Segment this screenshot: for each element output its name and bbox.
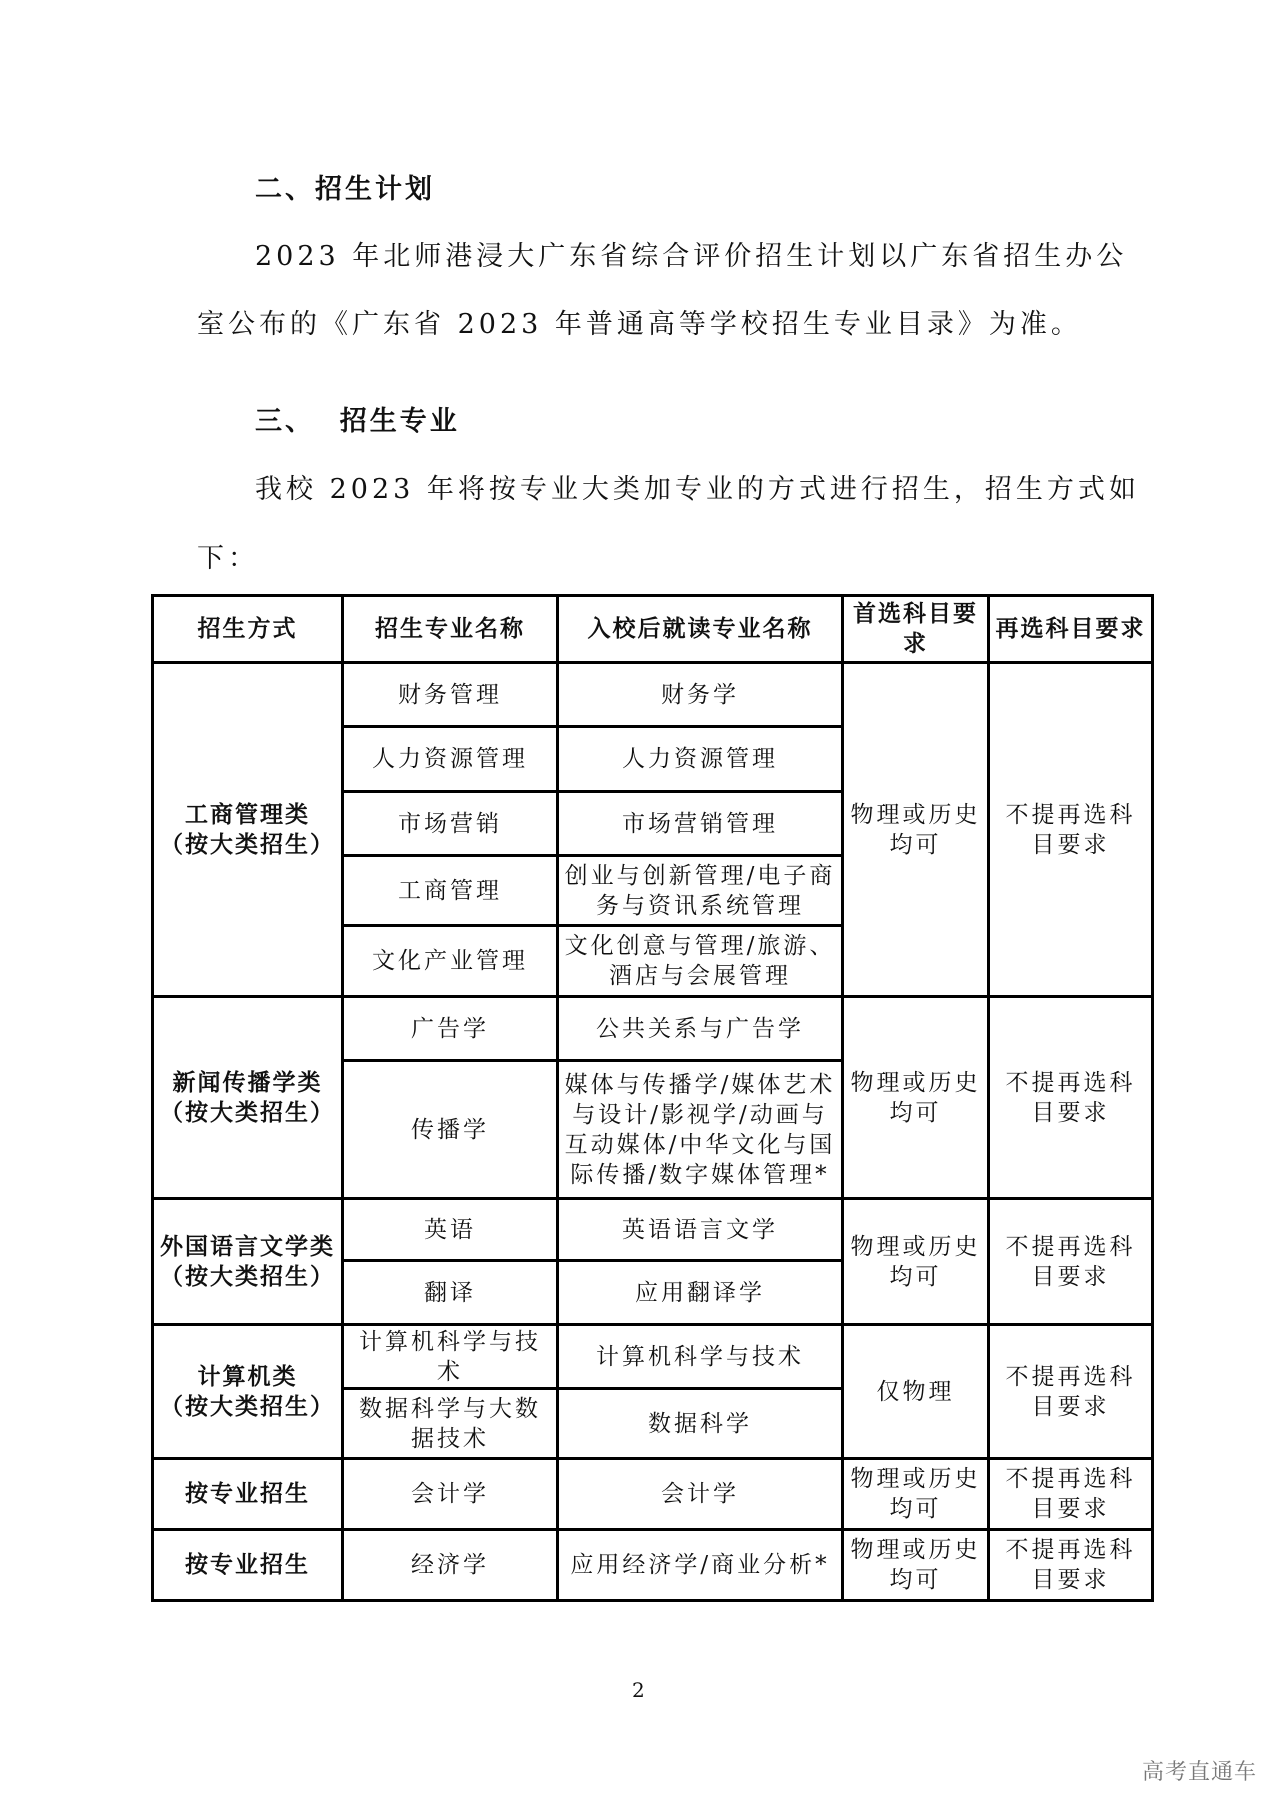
major-cell-text: 计算机科学与技术 [359,1328,541,1385]
major-cell [341,1323,559,1390]
second-choice-cell [987,1457,1154,1531]
major-cell-text: 英语 [424,1216,476,1243]
major-cell-text: 数据科学与大数据技术 [359,1395,541,1452]
table-header-cell-text: 再选科目要求 [995,616,1146,642]
program-cell [556,725,844,793]
table-header-cell-text: 首选科目要求 [853,601,978,657]
major-cell-text: 传播学 [411,1116,489,1143]
second-choice-cell [987,661,1154,998]
first-choice-cell [841,995,990,1200]
major-cell [341,725,559,793]
table-header-cell [841,594,990,664]
major-cell-text: 会计学 [411,1481,489,1507]
watermark: 高考直通车 [1142,1760,1258,1785]
page-number: 2 [632,1678,645,1702]
major-cell-text: 经济学 [411,1552,489,1578]
first-choice-cell [841,1323,990,1460]
major-cell [341,1059,559,1200]
program-cell [556,1387,844,1460]
major-cell [341,1197,559,1262]
category-cell [151,1457,344,1531]
category-cell-text: 按专业招生 [185,1481,310,1507]
first-choice-cell-text: 物理或历史均可 [850,1069,981,1126]
second-choice-cell [987,1323,1154,1460]
program-cell [556,1457,844,1531]
section-2-heading: 二、招生计划 [255,174,435,205]
section-2-paragraph-line-2: 室公布的《广东省 2023 年普通高等学校招生专业目录》为准。 [197,309,1082,340]
major-cell [341,1457,559,1531]
second-choice-cell-text: 不提再选科目要求 [1005,1466,1136,1522]
program-cell [556,661,844,728]
major-cell [341,661,559,728]
category-cell [151,1197,344,1326]
first-choice-cell [841,1197,990,1326]
major-cell-text: 市场营销 [398,810,502,837]
program-cell [556,1323,844,1390]
second-choice-cell [987,995,1154,1200]
category-cell [151,1528,344,1602]
program-cell [556,924,844,998]
table-header-cell [987,594,1154,664]
program-cell-text: 财务学 [661,681,739,708]
category-cell [151,1323,344,1460]
section-2-paragraph-line-1: 2023 年北师港浸大广东省综合评价招生计划以广东省招生办公 [255,241,1128,272]
program-cell-text: 市场营销管理 [622,810,778,837]
first-choice-cell [841,661,990,998]
major-cell [341,854,559,927]
second-choice-cell [987,1528,1154,1602]
program-cell-text: 文化创意与管理/旅游、酒店与会展管理 [564,933,836,989]
section-3-heading: 三、 招生专业 [255,406,460,437]
program-cell-text: 英语语言文学 [622,1216,778,1243]
program-cell [556,1259,844,1326]
second-choice-cell-text: 不提再选科目要求 [1005,1069,1136,1126]
program-cell-text: 数据科学 [648,1410,752,1437]
second-choice-cell [987,1197,1154,1326]
major-cell [341,790,559,857]
first-choice-cell [841,1528,990,1602]
program-cell-text: 创业与创新管理/电子商务与资讯系统管理 [564,862,836,919]
major-cell-text: 人力资源管理 [372,746,528,772]
second-choice-cell-text: 不提再选科目要求 [1005,1233,1136,1290]
major-cell [341,1387,559,1460]
category-cell [151,995,344,1200]
category-cell-text: 计算机类 （按大类招生） [160,1363,335,1420]
table-header-cell-text: 招生专业名称 [375,616,525,642]
major-cell-text: 工商管理 [398,877,502,904]
first-choice-cell-text: 仅物理 [876,1378,955,1405]
table-header-cell [151,594,344,664]
first-choice-cell-text: 物理或历史均可 [850,801,981,858]
program-cell-text: 应用翻译学 [635,1279,765,1306]
major-cell [341,995,559,1062]
program-cell [556,1197,844,1262]
category-cell-text: 工商管理类 （按大类招生） [160,801,335,858]
second-choice-cell-text: 不提再选科目要求 [1005,1537,1136,1593]
table-header-cell-text: 招生方式 [197,616,298,642]
major-cell [341,924,559,998]
program-cell-text: 会计学 [661,1481,739,1507]
table-header-cell [341,594,559,664]
table-header-cell-text: 入校后就读专业名称 [587,616,813,642]
program-cell [556,854,844,927]
table-header-cell [556,594,844,664]
first-choice-cell [841,1457,990,1531]
second-choice-cell-text: 不提再选科目要求 [1005,801,1136,858]
program-cell [556,790,844,857]
program-cell-text: 应用经济学/商业分析* [570,1552,830,1578]
category-cell-text: 按专业招生 [185,1552,310,1578]
program-cell-text: 计算机科学与技术 [596,1343,804,1370]
major-cell-text: 财务管理 [398,681,502,708]
major-cell [341,1528,559,1602]
program-cell [556,1059,844,1200]
program-cell [556,1528,844,1602]
major-cell-text: 文化产业管理 [372,948,528,974]
first-choice-cell-text: 物理或历史均可 [850,1466,981,1522]
category-cell-text: 新闻传播学类 （按大类招生） [160,1069,335,1126]
major-cell [341,1259,559,1326]
major-cell-text: 翻译 [424,1279,476,1306]
category-cell-text: 外国语言文学类 （按大类招生） [160,1233,335,1290]
section-3-paragraph-line-1: 我校 2023 年将按专业大类加专业的方式进行招生，招生方式如 [255,474,1140,505]
second-choice-cell-text: 不提再选科目要求 [1005,1363,1136,1420]
first-choice-cell-text: 物理或历史均可 [850,1233,981,1290]
program-cell-text: 公共关系与广告学 [596,1015,804,1042]
category-cell [151,661,344,998]
section-3-paragraph-line-2: 下： [197,543,259,574]
program-cell [556,995,844,1062]
first-choice-cell-text: 物理或历史均可 [850,1537,981,1593]
program-cell-text: 人力资源管理 [622,746,778,772]
program-cell-text: 媒体与传播学/媒体艺术与设计/影视学/动画与互动媒体/中华文化与国际传播/数字媒体管理* [564,1071,836,1188]
major-cell-text: 广告学 [411,1015,489,1042]
